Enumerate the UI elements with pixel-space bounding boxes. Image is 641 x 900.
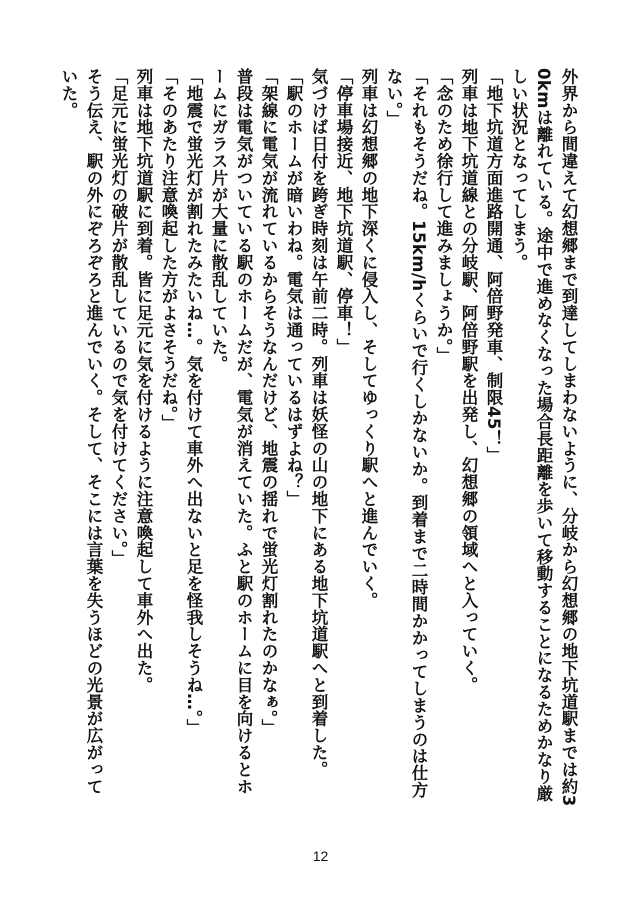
paragraph: 「そのあたり注意喚起した方がよさそうだね。」 [159, 68, 178, 432]
paragraph: 「それもそうだね。15km/hくらいで行くしかないか。到着まで二時間かかってしまうのは仕方ない。」 [384, 68, 428, 799]
paragraph: 気づけば日付を跨ぎ時刻は午前二時。列車は妖怪の山の地下にある地下坑道駅へと到着した。 [309, 68, 328, 778]
paragraph: 列車は幻想郷の地下深くに侵入し、そしてゆっくり駅へと進んでいく。 [359, 68, 378, 609]
paragraph: そう伝え、駅の外にぞろぞろと進んでいく。そして、そこには言葉を失うほどの光景が広がっていた。 [59, 68, 103, 795]
paragraph: 「駅のホームが暗いわね。電気は通っているはずよね？」 [284, 68, 303, 508]
paragraph: 列車は地下坑道駅に到着。皆に足元に気を付けるように注意喚起して車外へ出た。 [134, 68, 153, 694]
paragraph: 「停車場接近、地下坑道駅、停車！」 [334, 68, 353, 356]
paragraph: 「足元に蛍光灯の破片が散乱しているので気を付けてください。」 [109, 68, 128, 567]
paragraph: 外界から間違えて幻想郷まで到達してしまわないように、分岐から幻想郷の地下坑道駅までは約30kmは離れている。途中で進めなくなった場合長距離を歩いて移動することになるためかなり厳しい状況となってしまう。 [509, 68, 578, 807]
paragraph: 「念のため徐行して進みましょうか。」 [434, 68, 453, 364]
paragraph: 普段は電気がついている駅のホームだが、電気が消えていた。ふと駅のホームに目を向けるとホームにガラス片が大量に散乱していた。 [209, 68, 253, 795]
paragraph: 「架線に電気が流れているからそうなんだけど、地震の揺れで蛍光灯割れたのかなぁ。」 [259, 68, 278, 736]
paragraph: 「地下坑道方面進路開通、阿倍野発車、制限45！」 [484, 68, 503, 464]
page-number: 12 [312, 848, 329, 864]
paragraph: 列車は地下坑道線との分岐駅、阿倍野駅を出発し、幻想郷の領域へと入っていく。 [459, 68, 478, 694]
paragraph: 「地震で蛍光灯が割れたみたいね…。気を付けて車外へ出ないと足を怪我しそうね…。」 [184, 68, 203, 736]
vertical-text-body [61, 68, 581, 808]
